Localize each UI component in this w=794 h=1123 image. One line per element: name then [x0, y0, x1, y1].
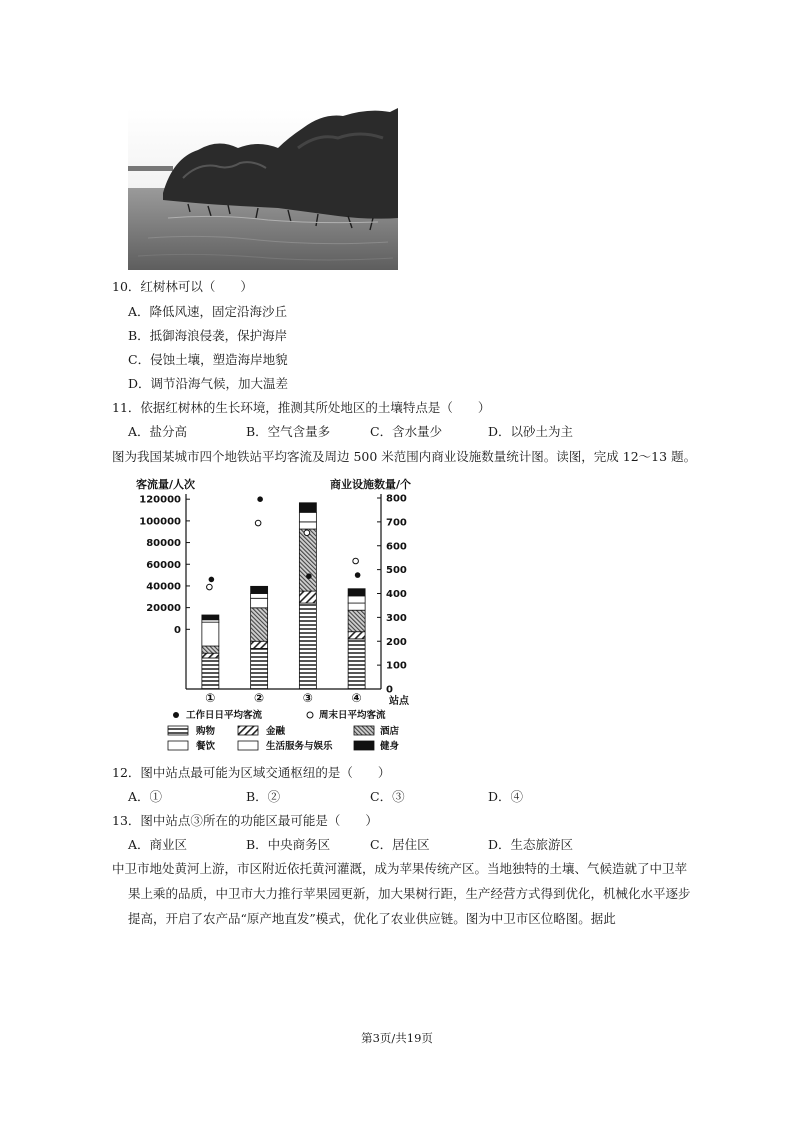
weekday-flow-point	[257, 496, 263, 502]
right-tick-label: 100	[386, 660, 407, 672]
weekday-flow-point	[209, 577, 215, 583]
legend-fitness-label: 健身	[380, 741, 400, 752]
left-tick-label: 0	[174, 624, 181, 636]
right-tick-label: 200	[386, 636, 407, 648]
bar-segment-service	[299, 512, 316, 522]
question-13-option-c: C．居住区	[370, 837, 430, 852]
legend-weekday-marker	[173, 712, 179, 718]
question-12-stem: 12．图中站点最可能为区域交通枢纽的是（ ）	[112, 765, 391, 780]
x-axis-title: 站点	[389, 696, 409, 707]
bar-segment-hotel	[348, 610, 365, 631]
left-axis-ticks	[139, 495, 190, 636]
category-label: ④	[351, 691, 362, 705]
legend-hotel-label: 酒店	[380, 726, 400, 737]
bar-segment-finance	[251, 641, 268, 648]
legend-finance-swatch	[238, 726, 258, 735]
question-12-option-d: D．④	[488, 789, 524, 804]
chart-points	[207, 496, 361, 589]
bar-segment-shop	[251, 648, 268, 689]
legend-service-label: 生活服务与娱乐	[266, 741, 333, 752]
right-tick-label: 500	[386, 565, 407, 577]
right-axis-title: 商业设施数量/个	[330, 478, 412, 491]
left-tick-label: 100000	[139, 516, 181, 528]
bar-segment-hotel	[202, 646, 219, 653]
legend-dining-label: 餐饮	[196, 741, 216, 752]
right-tick-label: 300	[386, 612, 407, 624]
legend-hotel-swatch	[354, 726, 374, 735]
left-tick-label: 20000	[146, 603, 181, 615]
question-11-option-d: D．以砂土为主	[488, 424, 574, 439]
bar-segment-finance	[299, 591, 316, 603]
question-13-option-d: D．生态旅游区	[488, 837, 574, 852]
right-tick-label: 600	[386, 541, 407, 553]
category-label: ②	[254, 691, 265, 705]
weekend-flow-point	[353, 558, 359, 564]
question-10-stem: 10．红树林可以（ ）	[112, 279, 253, 294]
metro-station-chart	[128, 476, 420, 754]
legend-weekday-label: 工作日日平均客流	[186, 710, 263, 721]
left-tick-label: 80000	[146, 538, 181, 550]
bar-segment-shop	[299, 603, 316, 689]
question-11-option-c: C．含水量少	[370, 424, 443, 439]
right-tick-label: 800	[386, 493, 407, 505]
intro-12-13: 图为我国某城市四个地铁站平均客流及周边 500 米范围内商业设施数量统计图。读图，完成 12～13 题。	[112, 449, 697, 464]
page-footer: 第3页/共19页	[361, 1031, 433, 1045]
right-tick-label: 400	[386, 589, 407, 600]
right-tick-label: 700	[386, 517, 407, 529]
weekend-flow-point	[304, 530, 310, 536]
right-tick-label: 0	[386, 684, 393, 696]
question-12-option-a: A．①	[128, 789, 163, 804]
category-label: ①	[205, 691, 216, 705]
passage-line-3: 提高，开启了农产品“原产地直发”模式，优化了农业供应链。图为中卫市区位略图。据此	[128, 911, 616, 926]
question-10-option-a: A．降低风速，固定沿海沙丘	[128, 304, 288, 319]
category-labels	[205, 691, 361, 705]
bar-segment-shop	[348, 639, 365, 689]
left-tick-label: 120000	[139, 494, 181, 506]
bar-segment-dining	[348, 603, 365, 610]
left-tick-label: 40000	[146, 581, 181, 593]
question-13-stem: 13．图中站点③所在的功能区最可能是（ ）	[112, 813, 378, 828]
bar-segment-fitness	[348, 589, 365, 596]
weekend-flow-point	[255, 520, 261, 526]
bar-segment-finance	[202, 653, 219, 658]
left-axis-title: 客流量/人次	[136, 478, 196, 491]
question-11-option-b: B．空气含量多	[246, 424, 331, 439]
question-11-stem: 11．依据红树林的生长环境，推测其所处地区的土壤特点是（ ）	[112, 400, 491, 415]
question-12-option-b: B．②	[246, 789, 281, 804]
weekday-flow-point	[355, 572, 361, 578]
weekend-flow-point	[207, 584, 213, 590]
bar-segment-dining	[299, 522, 316, 529]
bar-segment-fitness	[202, 615, 219, 620]
legend-weekend-label: 周末日平均客流	[319, 710, 386, 721]
bar-segment-hotel	[299, 529, 316, 591]
legend-dining-swatch	[168, 741, 188, 750]
mangrove-photo	[128, 108, 398, 270]
bar-segment-fitness	[299, 503, 316, 513]
legend-shop-label: 购物	[196, 726, 216, 737]
left-tick-label: 60000	[146, 559, 181, 571]
chart-legend	[168, 709, 400, 752]
bar-segment-hotel	[251, 608, 268, 641]
question-10-option-d: D．调节沿海气候，加大温差	[128, 376, 289, 391]
bar-segment-dining	[251, 598, 268, 608]
bar-segment-dining	[202, 622, 219, 646]
legend-service-swatch	[238, 741, 258, 750]
legend-shop-swatch	[168, 726, 188, 735]
question-12-option-c: C．③	[370, 789, 405, 804]
question-13-option-a: A．商业区	[128, 837, 188, 852]
question-10-option-c: C．侵蚀土壤，塑造海岸地貌	[128, 352, 288, 367]
bar-segment-finance	[348, 632, 365, 639]
passage-line-1: 中卫市地处黄河上游，市区附近依托黄河灌溉，成为苹果传统产区。当地独特的土壤、气候造就了中卫苹	[112, 861, 688, 876]
legend-finance-label: 金融	[266, 726, 286, 737]
bar-segment-fitness	[251, 586, 268, 593]
passage-line-2: 果上乘的品质，中卫市大力推行苹果园更新，加大果树行距，生产经营方式得到优化，机械化水平逐步	[128, 886, 691, 901]
bar-segment-service	[251, 594, 268, 599]
weekday-flow-point	[306, 573, 312, 579]
question-13-option-b: B．中央商务区	[246, 837, 331, 852]
legend-weekend-marker	[307, 712, 313, 718]
question-10-option-b: B．抵御海浪侵袭，保护海岸	[128, 328, 288, 343]
question-11-option-a: A．盐分高	[128, 424, 188, 439]
bar-segment-shop	[202, 658, 219, 689]
legend-fitness-swatch	[354, 741, 374, 750]
chart-bars	[202, 503, 365, 689]
bar-segment-service	[348, 596, 365, 603]
category-label: ③	[302, 691, 313, 705]
